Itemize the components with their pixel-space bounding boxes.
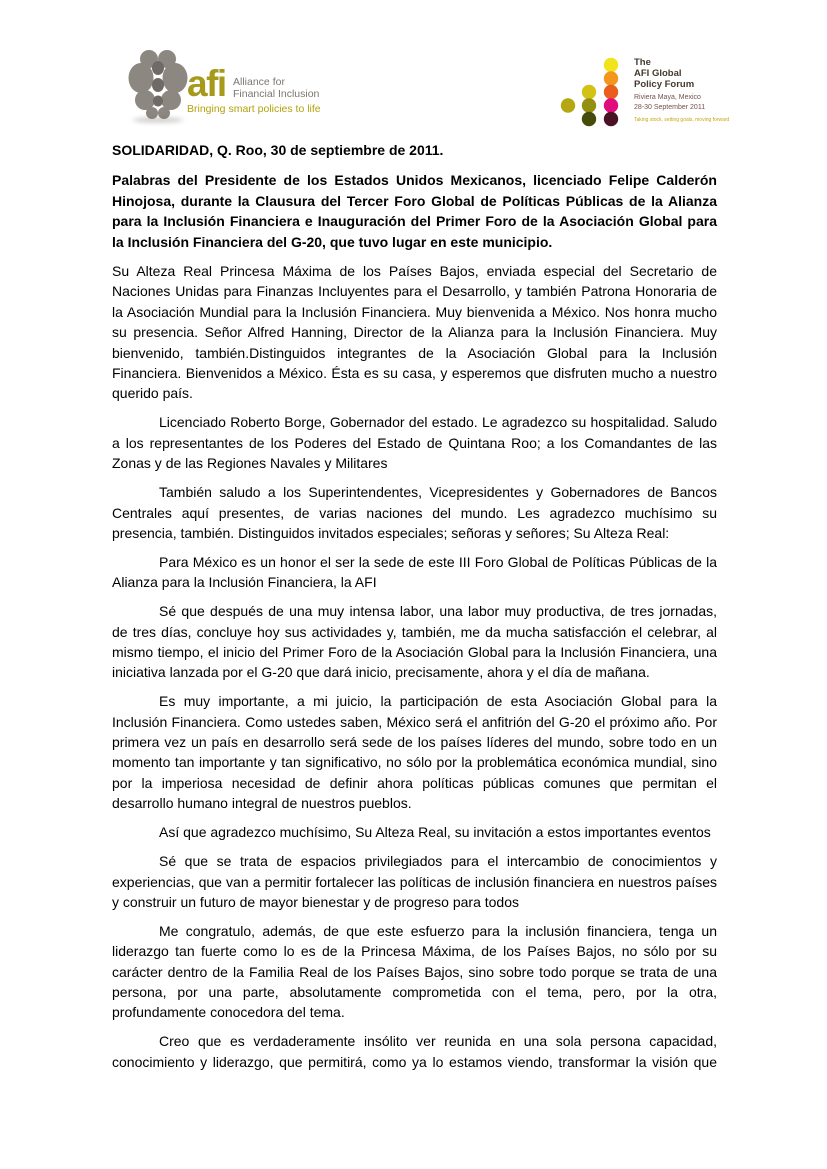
body-paragraph: Para México es un honor el ser la sede de este III Foro Global de Políticas Públicas de la Alianza para la Inclusión Financiera, la AFI bbox=[112, 553, 717, 591]
gpf-text-block bbox=[634, 57, 729, 123]
afi-tagline: Bringing smart policies to life bbox=[187, 103, 321, 115]
gpf-tagline: Taking stock, setting goals, moving forward bbox=[634, 117, 730, 123]
afi-circles-dark bbox=[152, 61, 164, 107]
afi-wordmark: afi bbox=[187, 63, 226, 104]
gpf-dots-icon bbox=[558, 50, 620, 128]
body-paragraph: También saludo a los Superintendentes, Vicepresidentes y Gobernadores de Bancos Centrales aquí presentes, de varias naciones del mundo. Les agradezco muchísimo su presencia, también. Distinguidos invitados especiales; señoras y señores; Su Alteza Real: bbox=[112, 484, 717, 541]
afi-name-line2: Financial Inclusion bbox=[233, 88, 320, 100]
document-body bbox=[112, 140, 717, 1081]
afi-organization-name bbox=[233, 76, 319, 100]
gpf-title-line1: The bbox=[634, 57, 651, 68]
gpf-dates: 28-30 September 2011 bbox=[634, 103, 706, 111]
body-paragraph: Sé que después de una muy intensa labor, una labor muy productiva, de tres jornadas, de tres días, concluye hoy sus actividades y, también, me da mucha satisfacción el celebrar, al mismo tiempo, el inicio del Primer Foro de la Asociación Global para la Inclusión Financiera, una iniciativa lanzada por el G-20 que dará inicio, precisamente, ahora y el día de mañana. bbox=[112, 603, 717, 681]
document-title: Palabras del Presidente de los Estados Unidos Mexicanos, licenciado Felipe Calderón Hinojosa, durante la Clausura del Tercer Foro Global de Políticas Públicas de la Alianza para la Inclusión Financiera e Inauguración del Primer Foro de la Asociación Global para la Inclusión Financiera del G-20, que tuvo lugar en este municipio. bbox=[112, 172, 717, 250]
body-paragraph: Su Alteza Real Princesa Máxima de los Países Bajos, enviada especial del Secretario de Naciones Unidas para Finanzas Incluyentes para el Desarrollo, y también Patrona Honoraria de la Asociación Mundial para la Inclusión Financiera. Muy bienvenida a México. Nos honra mucho su presencia. Señor Alfred Hanning, Director de la Alianza para la Inclusión Financiera. Muy bienvenido, también.Distinguidos integrantes de la Asociación Global para la Inclusión Financiera. Bienvenidos a México. Ésta es su casa, y esperemos que disfruten mucho a nuestro querido país. bbox=[112, 263, 717, 402]
body-paragraph: Es muy importante, a mi juicio, la participación de esta Asociación Global para la Inclusión Financiera. Como ustedes saben, México será el anfitrión del G-20 el próximo año. Por primera vez un país en desarrollo será sede de los países líderes del mundo, sobre todo en un momento tan importante y tan significativo, no sólo por la problemática económica mundial, sino por la imperiosa necesidad de definir ahora políticas públicas comunes que permitan el desarrollo humano integral de nuestros pueblos. bbox=[112, 693, 717, 812]
afi-logo-shadow bbox=[133, 117, 183, 123]
body-paragraph: Me congratulo, además, de que este esfuerzo para la inclusión financiera, tenga un liderazgo tan fuerte como lo es de la Princesa Máxima, de los Países Bajos, no sólo por su carácter dentro de la Familia Real de los Países Bajos, sino sobre todo porque se trata de una persona, por una parte, absolutamente comprometida con el tema, pero, por la otra, profundamente conocedora del tema. bbox=[112, 922, 717, 1021]
gpf-title-line2: AFI Global bbox=[634, 68, 682, 79]
gpf-event-details bbox=[634, 93, 729, 112]
body-paragraph: Licenciado Roberto Borge, Gobernador del estado. Le agradezco su hospitalidad. Saludo a los representantes de los Poderes del Estado de Quintana Roo; a los Comandantes de las Zonas y de las Regiones Navales y Militares bbox=[112, 414, 717, 472]
gpf-logo bbox=[558, 50, 753, 130]
gpf-title-line3: Policy Forum bbox=[634, 79, 695, 90]
gpf-location: Riviera Maya, Mexico bbox=[634, 94, 701, 101]
afi-logo bbox=[128, 48, 378, 126]
afi-circles-icon bbox=[128, 48, 188, 120]
body-paragraph: Creo que es verdaderamente insólito ver reunida en una sola persona capacidad, conocimiento y liderazgo, que permitirá, como ya lo estamos viendo, transformar la visión que bbox=[112, 1033, 717, 1070]
afi-name-line1: Alliance for bbox=[233, 76, 285, 88]
body-paragraph: Sé que se trata de espacios privilegiados para el intercambio de conocimientos y experiencias, que van a permitir fortalecer las políticas de inclusión financiera en nuestros países y construir un futuro de mayor bienestar y de progreso para todos bbox=[112, 853, 717, 910]
body-paragraph: Así que agradezco muchísimo, Su Alteza Real, su invitación a estos importantes eventos bbox=[159, 824, 711, 841]
dateline: SOLIDARIDAD, Q. Roo, 30 de septiembre de 2011. bbox=[112, 142, 444, 158]
